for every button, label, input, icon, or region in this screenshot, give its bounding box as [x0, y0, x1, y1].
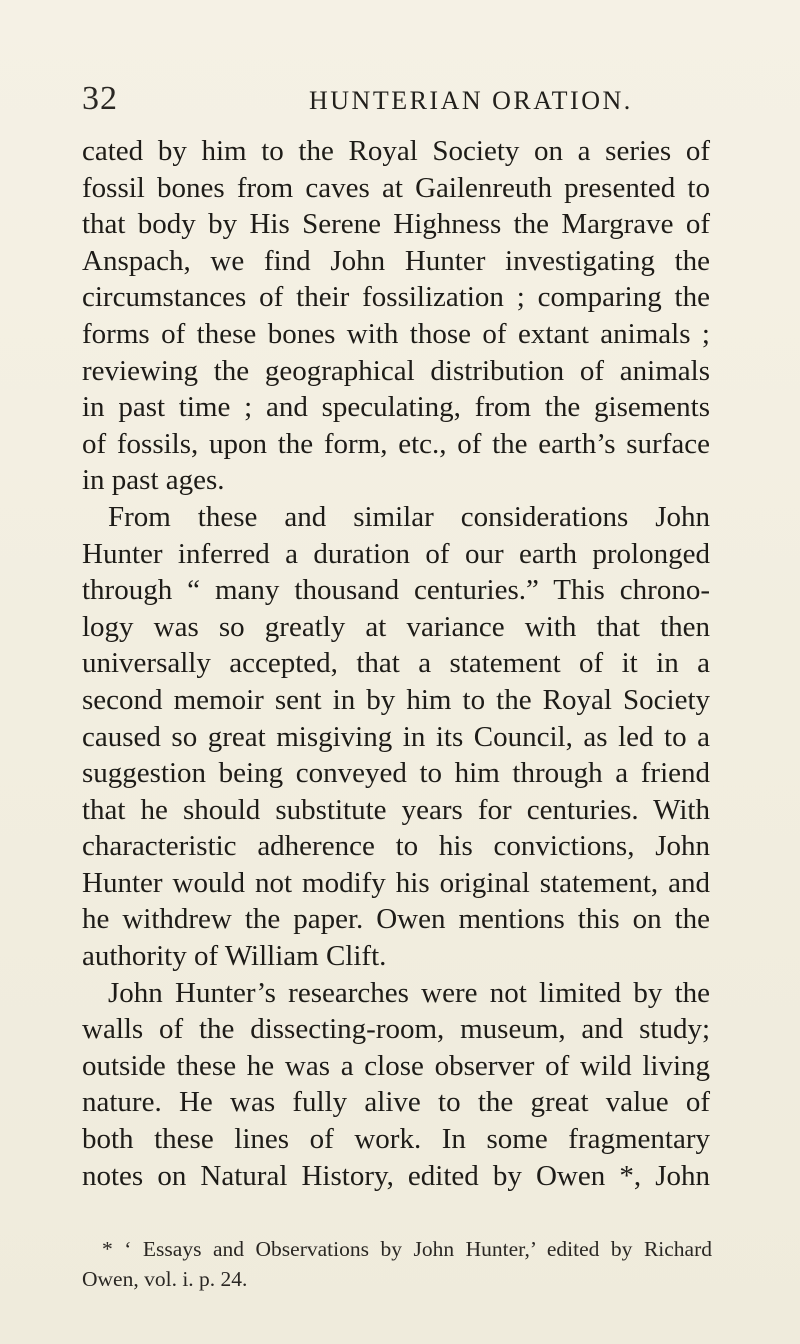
text-line-25: walls of the dissecting-room, museum, and study; [82, 1013, 710, 1046]
text-line-8: in past time ; and speculating, from the gisements [82, 391, 710, 424]
running-head: HUNTERIAN ORATION. [309, 86, 633, 115]
text-line-2: fossil bones from caves at Gailenreuth presented to [82, 171, 710, 204]
footnote-line-1: * ‘ Essays and Observations by John Hunter,’ edited by Richard [102, 1237, 712, 1261]
text-line-12: Hunter inferred a duration of our earth prolonged [82, 537, 710, 570]
text-line-9: of fossils, upon the form, etc., of the earth’s surface [82, 427, 710, 460]
text-line-20: characteristic adherence to his convictions, John [82, 830, 710, 863]
text-line-21: Hunter would not modify his original statement, and [82, 866, 710, 899]
text-line-14: logy was so greatly at variance with that then [82, 610, 710, 643]
text-line-4: Anspach, we find John Hunter investigating the [82, 244, 710, 277]
page-number: 32 [82, 80, 118, 117]
text-line-1: cated by him to the Royal Society on a series of [82, 135, 710, 167]
text-line-22: he withdrew the paper. Owen mentions this on the [82, 903, 710, 936]
text-line-3: that body by His Serene Highness the Margrave of [82, 208, 710, 241]
text-line-29: notes on Natural History, edited by Owen *, John [82, 1159, 710, 1192]
text-line-10: in past ages. [82, 464, 225, 497]
text-line-27: nature. He was fully alive to the great value of [82, 1086, 710, 1119]
text-line-19: that he should substitute years for centuries. With [82, 793, 710, 826]
body-text [82, 133, 710, 1194]
text-line-5: circumstances of their fossilization ; comparing the [82, 281, 710, 314]
text-line-18: suggestion being conveyed to him through a friend [82, 757, 710, 790]
text-line-23: authority of William Clift. [82, 940, 387, 973]
text-line-6: forms of these bones with those of extant animals ; [82, 317, 710, 350]
text-line-7: reviewing the geographical distribution of animals [82, 354, 710, 387]
text-line-13: through “ many thousand centuries.” This chrono- [82, 574, 710, 607]
text-line-11: From these and similar considerations John [108, 500, 710, 533]
text-line-26: outside these he was a close observer of wild living [82, 1049, 710, 1082]
footnote-line-2: Owen, vol. i. p. 24. [82, 1267, 248, 1291]
text-line-16: second memoir sent in by him to the Royal Society [82, 683, 710, 716]
text-line-17: caused so great misgiving in its Council, as led to a [82, 720, 710, 753]
text-line-24: John Hunter’s researches were not limited by the [108, 976, 710, 1009]
page-header [0, 82, 800, 122]
footnote [82, 1234, 712, 1294]
text-line-15: universally accepted, that a statement of it in a [82, 647, 710, 680]
text-line-28: both these lines of work. In some fragmentary [82, 1123, 710, 1156]
